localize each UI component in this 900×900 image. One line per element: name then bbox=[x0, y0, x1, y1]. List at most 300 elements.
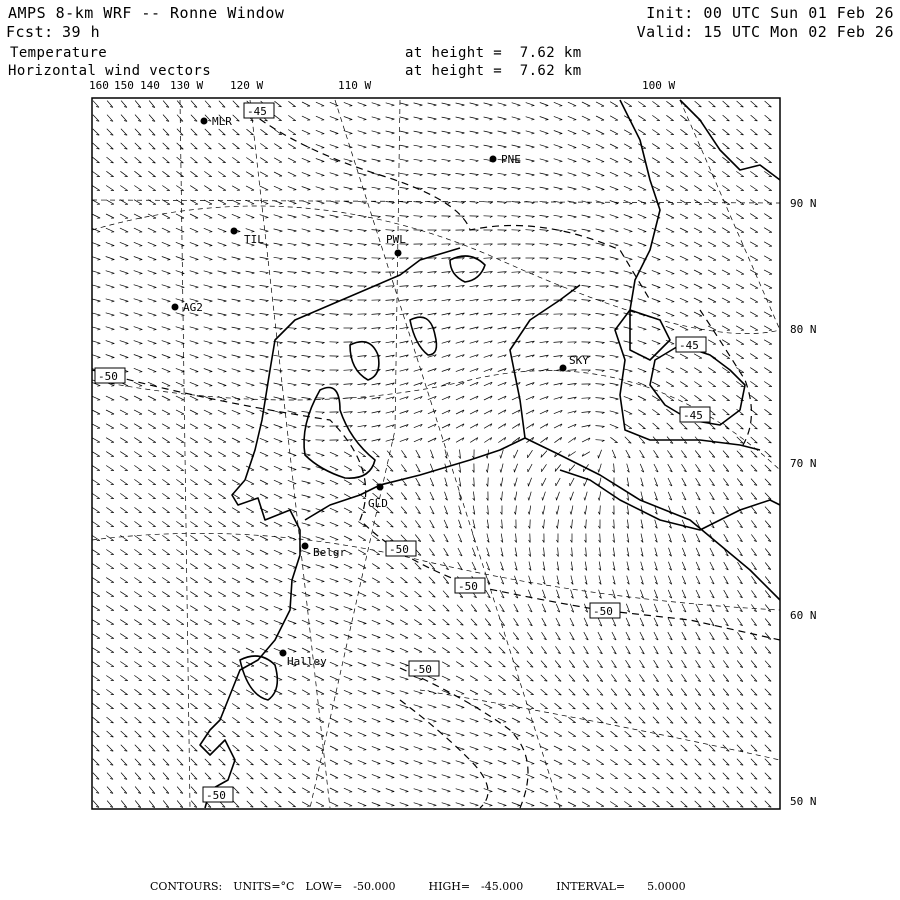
wind-vector-head bbox=[209, 259, 212, 260]
wind-vector-head bbox=[377, 119, 380, 120]
wind-vector bbox=[302, 130, 310, 134]
wind-vector-head bbox=[392, 189, 395, 190]
wind-vector bbox=[92, 186, 100, 191]
wind-vector-head bbox=[363, 792, 366, 793]
wind-vector bbox=[722, 395, 729, 400]
wind-vector-head bbox=[195, 386, 198, 387]
wind-vector bbox=[106, 200, 114, 204]
wind-vector bbox=[246, 143, 253, 148]
wind-vector bbox=[274, 158, 282, 162]
wind-vector bbox=[162, 368, 170, 371]
wind-vector-head bbox=[433, 735, 436, 736]
wind-vector bbox=[555, 675, 561, 682]
wind-vector-head bbox=[293, 190, 296, 191]
wind-vector bbox=[246, 214, 254, 217]
wind-vector-head bbox=[293, 624, 296, 625]
wind-vector bbox=[512, 718, 520, 722]
wind-vector bbox=[316, 342, 325, 343]
wind-vector bbox=[596, 440, 605, 441]
wind-vector-head bbox=[462, 105, 465, 106]
wind-vector bbox=[624, 410, 632, 414]
wind-vector bbox=[120, 675, 127, 680]
wind-vector bbox=[316, 314, 325, 315]
wind-vector bbox=[624, 257, 633, 260]
wind-vector bbox=[106, 662, 114, 667]
wind-vector bbox=[92, 242, 100, 245]
wind-vector bbox=[750, 171, 757, 176]
wind-vector bbox=[176, 689, 183, 694]
wind-vector bbox=[540, 173, 549, 175]
wind-vector-head bbox=[462, 133, 465, 134]
wind-vector bbox=[134, 465, 141, 470]
wind-vector bbox=[528, 464, 532, 472]
wind-vector-head bbox=[322, 245, 325, 246]
wind-vector-head bbox=[489, 777, 492, 778]
wind-vector bbox=[107, 773, 113, 780]
wind-vector bbox=[288, 130, 296, 135]
wind-vector-head bbox=[363, 680, 366, 681]
wind-vector bbox=[428, 676, 436, 679]
wind-vector bbox=[542, 464, 547, 471]
wind-vector-head bbox=[532, 147, 535, 148]
wind-vector-head bbox=[293, 680, 296, 681]
wind-vector bbox=[344, 508, 352, 512]
wind-vector bbox=[666, 200, 674, 204]
wind-vector-head bbox=[210, 329, 213, 330]
wind-vector bbox=[484, 775, 493, 778]
wind-vector-head bbox=[391, 708, 394, 709]
wind-vector bbox=[558, 520, 559, 529]
wind-vector bbox=[205, 759, 211, 765]
wind-vector bbox=[596, 356, 605, 357]
wind-vector bbox=[585, 506, 586, 515]
wind-vector bbox=[190, 662, 198, 667]
wind-vector bbox=[723, 787, 729, 793]
wind-vector bbox=[191, 157, 198, 163]
wind-vector bbox=[764, 270, 772, 274]
wind-vector bbox=[120, 479, 127, 484]
wind-vector bbox=[624, 102, 632, 107]
wind-vector-head bbox=[125, 301, 128, 302]
wind-vector-head bbox=[392, 147, 395, 148]
wind-vector bbox=[400, 620, 408, 624]
wind-vector bbox=[751, 507, 757, 514]
wind-vector-head bbox=[433, 680, 436, 681]
wind-vector bbox=[512, 774, 520, 777]
wind-vector bbox=[694, 368, 702, 373]
wind-vector bbox=[204, 703, 211, 708]
wind-vector-head bbox=[598, 469, 599, 472]
wind-vector bbox=[260, 172, 268, 176]
wind-vector bbox=[148, 535, 155, 540]
wind-vector bbox=[638, 787, 645, 792]
wind-vector bbox=[471, 605, 477, 612]
wind-vector bbox=[92, 648, 100, 653]
wind-vector bbox=[260, 397, 269, 400]
wind-vector bbox=[401, 521, 407, 528]
wind-vector bbox=[470, 761, 479, 764]
wind-vector bbox=[638, 200, 646, 204]
wind-vector bbox=[261, 787, 268, 793]
wind-vector bbox=[583, 703, 590, 709]
wind-vector bbox=[344, 621, 353, 624]
wind-vector bbox=[92, 578, 100, 583]
wind-vector bbox=[456, 705, 464, 708]
wind-vector-head bbox=[573, 120, 576, 121]
wind-vector bbox=[246, 718, 254, 723]
wind-vector-head bbox=[111, 329, 114, 330]
wind-vector bbox=[330, 131, 338, 134]
wind-vector bbox=[358, 536, 366, 541]
wind-vector bbox=[204, 186, 212, 191]
wind-vector bbox=[204, 243, 212, 246]
wind-vector bbox=[106, 257, 115, 260]
wind-vector-head bbox=[364, 147, 367, 148]
wind-vector bbox=[190, 285, 199, 287]
wind-vector bbox=[666, 270, 674, 273]
wind-vector-head bbox=[181, 287, 184, 288]
wind-vector bbox=[260, 732, 267, 737]
wind-vector-head bbox=[307, 190, 310, 191]
wind-vector bbox=[540, 131, 549, 134]
wind-vector-head bbox=[167, 246, 170, 247]
wind-vector-head bbox=[265, 414, 268, 415]
wind-vector-head bbox=[420, 175, 423, 176]
wind-vector bbox=[288, 215, 297, 217]
wind-vector-head bbox=[588, 273, 591, 274]
wind-vector bbox=[121, 745, 127, 751]
wind-vector bbox=[526, 216, 535, 217]
wind-vector bbox=[204, 676, 212, 681]
wind-vector bbox=[246, 592, 254, 596]
wind-vector bbox=[568, 732, 576, 737]
wind-vector bbox=[274, 383, 283, 385]
wind-vector bbox=[218, 299, 227, 301]
wind-vector bbox=[176, 171, 183, 176]
wind-vector bbox=[120, 634, 128, 639]
wind-vector bbox=[400, 216, 409, 217]
wind-vector bbox=[513, 633, 519, 640]
wind-vector-head bbox=[111, 386, 114, 387]
wind-vector bbox=[667, 703, 673, 710]
wind-vector bbox=[372, 704, 380, 707]
wind-vector bbox=[330, 621, 338, 624]
wind-vector bbox=[288, 286, 297, 287]
wind-vector-head bbox=[584, 498, 585, 501]
wind-vector bbox=[681, 717, 687, 724]
wind-vector-head bbox=[489, 749, 492, 750]
wind-vector-head bbox=[546, 175, 549, 176]
wind-vector bbox=[246, 634, 254, 638]
wind-vector bbox=[765, 437, 772, 443]
wind-vector bbox=[274, 746, 281, 751]
wind-vector bbox=[148, 228, 156, 232]
wind-vector bbox=[736, 284, 744, 288]
wind-vector-head bbox=[671, 302, 674, 303]
wind-vector-head bbox=[461, 638, 464, 639]
wind-vector bbox=[484, 761, 493, 764]
wind-vector bbox=[204, 313, 213, 315]
wind-vector bbox=[219, 129, 226, 135]
wind-vector bbox=[205, 101, 211, 108]
wind-vector-head bbox=[167, 260, 170, 261]
wind-vector bbox=[540, 103, 548, 106]
wind-vector bbox=[162, 327, 171, 330]
wind-vector bbox=[232, 341, 241, 343]
wind-vector bbox=[442, 676, 450, 680]
wind-vector bbox=[414, 691, 423, 694]
wind-vector bbox=[176, 285, 185, 288]
wind-vector bbox=[680, 214, 688, 218]
wind-vector bbox=[288, 746, 296, 751]
wind-vector bbox=[190, 620, 198, 625]
wind-vector bbox=[134, 634, 142, 639]
wind-vector bbox=[218, 466, 226, 471]
wind-vector bbox=[246, 313, 255, 315]
wind-vector bbox=[204, 564, 212, 569]
wind-vector-head bbox=[504, 147, 507, 148]
wind-vector bbox=[260, 452, 268, 456]
wind-vector bbox=[344, 243, 353, 244]
wind-vector bbox=[302, 523, 311, 525]
wind-vector bbox=[554, 215, 563, 216]
wind-vector bbox=[470, 775, 479, 778]
wind-vector bbox=[765, 143, 772, 149]
wind-vector-head bbox=[364, 175, 367, 176]
wind-vector bbox=[442, 705, 451, 708]
wind-vector bbox=[302, 229, 311, 231]
wind-vector-head bbox=[321, 175, 324, 176]
wind-vector bbox=[330, 271, 339, 272]
wind-vector bbox=[218, 369, 227, 372]
wind-vector bbox=[653, 787, 660, 793]
wind-vector bbox=[274, 115, 281, 120]
wind-vector bbox=[737, 479, 743, 486]
wind-vector bbox=[176, 424, 184, 428]
wind-vector bbox=[764, 214, 772, 219]
wind-vector bbox=[177, 143, 184, 149]
wind-vector-head bbox=[238, 329, 241, 330]
wind-vector bbox=[736, 312, 744, 316]
wind-vector bbox=[386, 663, 395, 666]
wind-vector bbox=[386, 103, 395, 105]
wind-vector-head bbox=[266, 259, 269, 260]
wind-vector-head bbox=[279, 582, 282, 583]
wind-vector-head bbox=[280, 231, 283, 232]
wind-vector bbox=[260, 606, 268, 610]
wind-vector bbox=[358, 718, 366, 721]
wind-vector bbox=[514, 464, 517, 472]
wind-vector-head bbox=[406, 105, 409, 106]
wind-vector-head bbox=[616, 245, 619, 246]
wind-vector bbox=[765, 787, 771, 793]
wind-vector bbox=[484, 676, 491, 681]
wind-vector bbox=[610, 285, 619, 287]
wind-vector-head bbox=[490, 105, 493, 106]
wind-vector-head bbox=[602, 273, 605, 274]
wind-vector bbox=[92, 494, 99, 499]
wind-vector bbox=[639, 689, 645, 696]
wind-vector-head bbox=[153, 329, 156, 330]
wind-vector-head bbox=[307, 553, 310, 554]
wind-vector-head bbox=[419, 707, 422, 708]
wind-vector bbox=[372, 578, 380, 582]
wind-vector-head bbox=[503, 778, 506, 779]
wind-vector bbox=[442, 775, 451, 778]
wind-vector bbox=[708, 312, 716, 316]
wind-vector bbox=[722, 270, 730, 274]
wind-vector bbox=[92, 313, 101, 315]
wind-vector-head bbox=[335, 120, 338, 121]
wind-vector bbox=[302, 187, 311, 190]
wind-vector bbox=[709, 101, 716, 107]
wind-vector bbox=[484, 803, 493, 806]
wind-vector-head bbox=[448, 105, 451, 106]
wind-vector bbox=[246, 285, 255, 287]
wind-vector bbox=[330, 607, 339, 610]
wind-vector bbox=[148, 171, 155, 177]
wind-vector bbox=[764, 354, 772, 359]
wind-vector bbox=[302, 802, 310, 806]
wind-vector bbox=[624, 144, 632, 148]
wind-vector bbox=[737, 675, 743, 682]
wind-vector bbox=[148, 578, 155, 583]
wind-vector bbox=[288, 718, 296, 722]
wind-vector bbox=[246, 522, 254, 526]
wind-vector bbox=[652, 144, 660, 149]
wind-vector bbox=[232, 550, 240, 554]
wind-vector-head bbox=[598, 455, 599, 458]
wind-vector bbox=[93, 115, 99, 122]
wind-vector-head bbox=[280, 259, 283, 260]
wind-vector-head bbox=[588, 203, 591, 204]
wind-vector bbox=[568, 187, 577, 189]
wind-vector bbox=[134, 452, 142, 457]
wind-vector bbox=[92, 606, 100, 611]
wind-vector bbox=[681, 759, 688, 765]
wind-vector bbox=[596, 426, 605, 427]
wind-vector bbox=[639, 423, 646, 429]
wind-vector bbox=[316, 328, 325, 329]
wind-vector-head bbox=[489, 722, 492, 723]
wind-vector-head bbox=[574, 217, 577, 218]
wind-vector bbox=[586, 520, 587, 529]
wind-vector bbox=[316, 144, 324, 147]
wind-vector-head bbox=[364, 203, 367, 204]
wind-vector bbox=[190, 494, 197, 499]
wind-vector bbox=[624, 759, 631, 764]
wind-vector-head bbox=[294, 245, 297, 246]
wind-vector bbox=[611, 717, 618, 723]
wind-vector bbox=[596, 788, 604, 793]
wind-vector bbox=[302, 369, 311, 370]
wind-vector bbox=[499, 633, 505, 640]
wind-vector-head bbox=[237, 750, 240, 751]
wind-vector bbox=[610, 215, 619, 218]
wind-vector-head bbox=[181, 722, 184, 723]
wind-vector-head bbox=[252, 329, 255, 330]
wind-vector-head bbox=[727, 414, 730, 415]
wind-vector-head bbox=[266, 371, 269, 372]
wind-vector bbox=[190, 382, 198, 385]
wind-vector bbox=[694, 298, 702, 302]
wind-vector-head bbox=[671, 316, 674, 317]
wind-vector bbox=[694, 270, 702, 274]
wind-vector bbox=[93, 101, 99, 108]
wind-vector bbox=[274, 773, 281, 778]
wind-vector bbox=[330, 718, 338, 722]
wind-vector bbox=[555, 661, 561, 668]
wind-vector bbox=[204, 369, 212, 372]
wind-vector bbox=[190, 171, 197, 176]
wind-vector bbox=[246, 424, 254, 427]
wind-vector bbox=[568, 229, 577, 230]
wind-vector bbox=[302, 788, 310, 792]
wind-vector bbox=[764, 368, 772, 373]
wind-vector-head bbox=[643, 343, 646, 344]
wind-vector bbox=[456, 676, 464, 680]
wind-vector bbox=[274, 186, 282, 190]
valid-time: Valid: 15 UTC Mon 02 Feb 26 bbox=[636, 23, 894, 41]
wind-vector-head bbox=[643, 372, 646, 373]
wind-vector bbox=[149, 759, 155, 766]
wind-vector bbox=[106, 606, 114, 611]
wind-vector bbox=[134, 257, 142, 260]
wind-vector bbox=[162, 549, 169, 554]
wind-vector-head bbox=[280, 245, 283, 246]
wind-vector-head bbox=[349, 582, 352, 583]
wind-vector bbox=[526, 802, 534, 805]
wind-vector-head bbox=[755, 428, 758, 429]
wind-vector bbox=[512, 760, 520, 763]
wind-vector bbox=[232, 285, 241, 287]
wind-vector bbox=[681, 773, 688, 779]
wind-vector bbox=[260, 494, 268, 498]
wind-vector bbox=[135, 801, 141, 808]
wind-vector bbox=[736, 157, 743, 162]
wind-vector bbox=[260, 536, 268, 540]
wind-vector bbox=[288, 439, 297, 442]
wind-vector-head bbox=[265, 231, 268, 232]
wind-vector-head bbox=[489, 791, 492, 792]
wind-vector-head bbox=[167, 358, 170, 359]
wind-vector bbox=[610, 116, 618, 120]
wind-vector-head bbox=[391, 764, 394, 765]
wind-vector-head bbox=[712, 106, 715, 107]
wind-vector bbox=[722, 312, 730, 316]
wind-vector bbox=[526, 173, 535, 175]
wind-vector-head bbox=[279, 428, 282, 429]
wind-vector-head bbox=[167, 162, 170, 163]
wind-vector-head bbox=[461, 805, 464, 806]
wind-vector bbox=[246, 327, 255, 329]
wind-vector bbox=[386, 634, 394, 638]
wind-vector bbox=[134, 171, 141, 177]
wind-vector bbox=[302, 271, 311, 273]
wind-vector-head bbox=[377, 722, 380, 723]
wind-vector-head bbox=[405, 763, 408, 764]
wind-vector bbox=[611, 689, 617, 696]
wind-vector bbox=[260, 676, 268, 680]
wind-vector-head bbox=[293, 427, 296, 428]
wind-vector bbox=[120, 592, 128, 597]
wind-vector bbox=[148, 341, 157, 344]
wind-vector bbox=[288, 522, 296, 525]
wind-vector-head bbox=[335, 609, 338, 610]
wind-vector bbox=[148, 424, 156, 429]
wind-vector-head bbox=[266, 287, 269, 288]
wind-vector bbox=[163, 773, 169, 780]
